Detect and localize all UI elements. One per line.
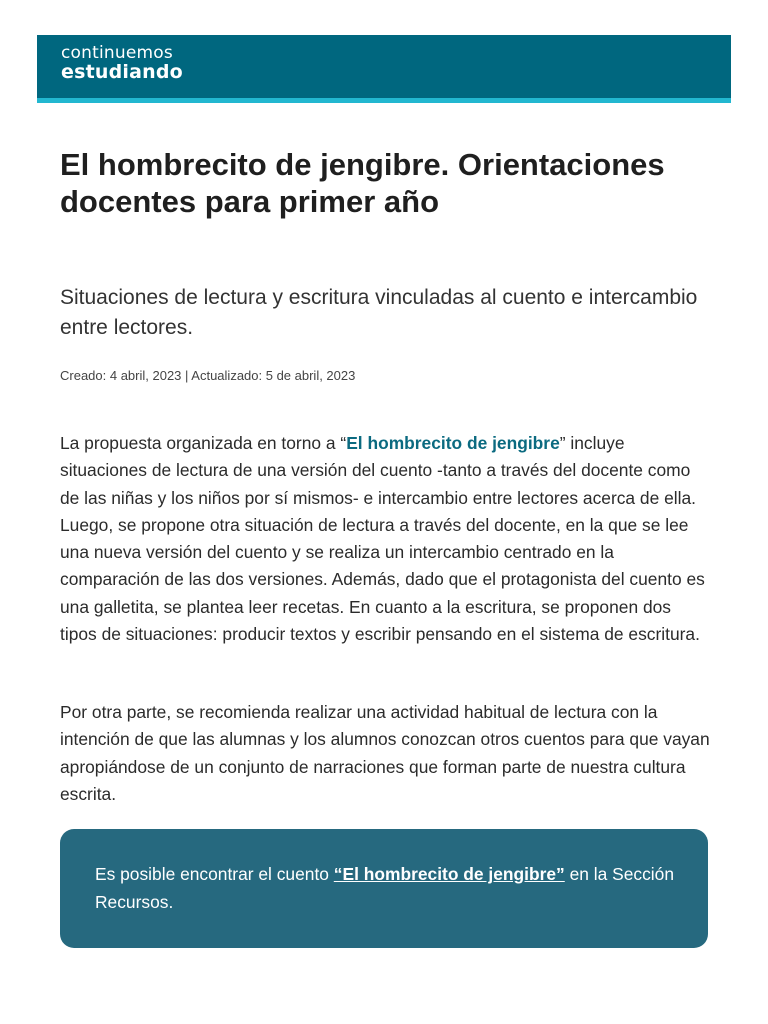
brand-logo[interactable] <box>61 45 183 82</box>
second-paragraph: Por otra parte, se recomienda realizar una actividad habitual de lectura con la intención de que las alumnas y los alumnos conozcan otros cuentos para que vayan apropiándose de un conjunto de narraciones que forman parte de nuestra cultura escrita. <box>60 702 710 804</box>
brand-logo-bottom: estudiando <box>61 61 183 83</box>
story-link[interactable]: El hombrecito de jengibre <box>346 433 560 453</box>
callout-text-after: en la Sección Recursos. <box>95 864 674 912</box>
callout-text <box>95 860 675 916</box>
intro-text-before: La propuesta organizada en torno a “ <box>60 433 347 453</box>
callout-story-link[interactable]: “El hombrecito de jengibre” <box>333 864 565 884</box>
article-dates: Creado: 4 abril, 2023 | Actualizado: 5 de abril, 2023 <box>60 368 356 383</box>
resources-callout <box>60 829 708 948</box>
site-header <box>37 35 731 103</box>
brand-logo-top: continuemos <box>61 43 173 63</box>
page-title: El hombrecito de jengibre. Orientaciones docentes para primer año <box>60 147 665 219</box>
intro-paragraph <box>60 430 710 648</box>
callout-text-before: Es posible encontrar el cuento <box>95 864 334 884</box>
intro-text-after: ” incluye situaciones de lectura de una versión del cuento -tanto a través del docente como de las niñas y los niños por sí mismos- e intercambio entre lectores acerca de ella. Luego, se propone otra situación de lectura a través del docente, en la que se lee una nueva versión del cuento y se realiza un intercambio centrado en la comparación de las dos versiones. Además, dado que el protagonista del cuento es una galletita, se plantea leer recetas. En cuanto a la escritura, se proponen dos tipos de situaciones: producir textos y escribir pensando en el sistema de escritura. <box>60 433 705 645</box>
page-subtitle: Situaciones de lectura y escritura vinculadas al cuento e intercambio entre lectores. <box>60 286 698 339</box>
